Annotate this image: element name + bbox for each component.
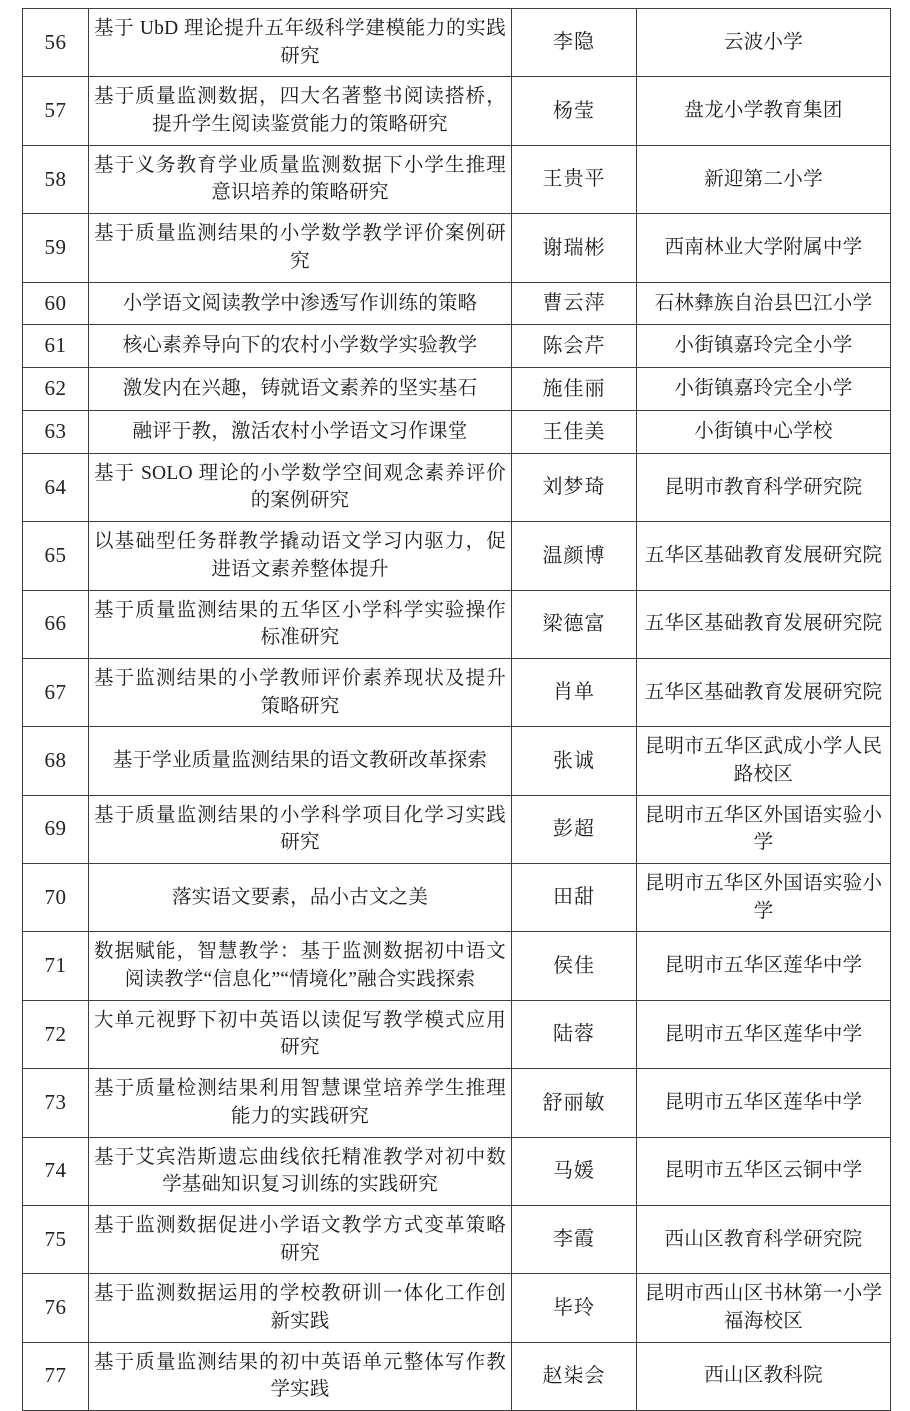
project-title-text: 以基础型任务群教学撬动语文学习内驱力，促进语文素养整体提升 (94, 531, 506, 580)
row-index-cell: 58 (23, 145, 89, 213)
organization-cell (637, 522, 891, 590)
project-title-text: 基于 SOLO 理论的小学数学空间观念素养评价的案例研究 (94, 462, 506, 512)
table-row (23, 368, 891, 411)
table-row (23, 864, 891, 932)
row-index-cell: 70 (23, 864, 89, 932)
organization-cell (637, 453, 891, 521)
table-row (23, 1000, 891, 1068)
organization-text: 西山区教育科学研究院 (664, 1228, 863, 1250)
principal-name-cell: 马媛 (512, 1137, 637, 1205)
table-row (23, 77, 891, 145)
project-title-cell (89, 864, 512, 932)
project-title-cell (89, 1342, 512, 1410)
row-index-cell: 77 (23, 1342, 89, 1410)
project-title-text: 基于质量检测结果利用智慧课堂培养学生推理能力的实践研究 (94, 1078, 506, 1127)
principal-name-cell: 彭超 (512, 795, 637, 863)
project-title-cell (89, 727, 512, 795)
organization-text: 昆明市五华区武成小学人民路校区 (644, 736, 883, 785)
organization-text: 昆明市五华区莲华中学 (664, 1091, 863, 1113)
table-row (23, 453, 891, 521)
project-title-text: 基于 UbD 理论提升五年级科学建模能力的实践研究 (94, 18, 506, 67)
principal-name-cell: 舒丽敏 (512, 1069, 637, 1137)
project-title-text: 基于质量监测结果的小学数学教学评价案例研究 (94, 223, 506, 272)
principal-name-cell: 王贵平 (512, 145, 637, 213)
row-index-cell: 56 (23, 9, 89, 77)
organization-cell (637, 1205, 891, 1273)
principal-name-cell: 杨莹 (512, 77, 637, 145)
organization-cell (637, 77, 891, 145)
organization-cell (637, 932, 891, 1000)
table-row (23, 282, 891, 325)
organization-text: 五华区基础教育发展研究院 (644, 544, 883, 566)
table-row (23, 932, 891, 1000)
project-title-text: 融评于教，激活农村小学语文习作课堂 (132, 421, 468, 442)
row-index-cell: 68 (23, 727, 89, 795)
project-title-cell (89, 1205, 512, 1273)
project-title-text: 基于义务教育学业质量监测数据下小学生推理意识培养的策略研究 (94, 154, 506, 204)
row-index-cell: 57 (23, 77, 89, 145)
table-row (23, 522, 891, 590)
principal-name-cell: 曹云萍 (512, 282, 637, 325)
principal-name-cell: 陆蓉 (512, 1000, 637, 1068)
row-index-cell: 60 (23, 282, 89, 325)
organization-cell (637, 795, 891, 863)
organization-text: 盘龙小学教育集团 (684, 100, 843, 122)
organization-cell (637, 282, 891, 325)
project-title-cell (89, 325, 512, 368)
project-title-text: 基于监测数据促进小学语文教学方式变革策略研究 (94, 1214, 506, 1264)
table-row (23, 9, 891, 77)
principal-name-cell: 张诚 (512, 727, 637, 795)
principal-name-cell: 毕玲 (512, 1274, 637, 1342)
principal-name-cell: 谢瑞彬 (512, 214, 637, 282)
organization-text: 西山区教科院 (704, 1365, 823, 1387)
organization-text: 云波小学 (723, 31, 804, 53)
table-body (23, 9, 891, 1411)
organization-cell (637, 590, 891, 658)
project-title-text: 基于监测结果的小学教师评价素养现状及提升策略研究 (94, 667, 506, 717)
project-title-text: 大单元视野下初中英语以读促写教学模式应用研究 (94, 1009, 506, 1059)
project-title-cell (89, 1137, 512, 1205)
organization-text: 昆明市五华区云铜中学 (664, 1160, 863, 1182)
row-index-cell: 74 (23, 1137, 89, 1205)
row-index-cell: 73 (23, 1069, 89, 1137)
principal-name-cell: 刘梦琦 (512, 453, 637, 521)
organization-cell (637, 368, 891, 411)
row-index-cell: 64 (23, 453, 89, 521)
organization-cell (637, 410, 891, 453)
project-title-cell (89, 932, 512, 1000)
project-title-cell (89, 453, 512, 521)
organization-cell (637, 1274, 891, 1342)
project-title-cell (89, 522, 512, 590)
principal-name-cell: 王佳美 (512, 410, 637, 453)
organization-cell (637, 1000, 891, 1068)
project-title-cell (89, 282, 512, 325)
project-title-cell (89, 795, 512, 863)
table-row (23, 214, 891, 282)
project-title-text: 数据赋能，智慧教学：基于监测数据初中语文阅读教学“信息化”“情境化”融合实践探索 (94, 941, 506, 991)
organization-cell (637, 214, 891, 282)
organization-text: 昆明市五华区莲华中学 (664, 1023, 863, 1045)
organization-cell (637, 1137, 891, 1205)
organization-text: 新迎第二小学 (704, 168, 823, 190)
principal-name-cell: 李霞 (512, 1205, 637, 1273)
row-index-cell: 75 (23, 1205, 89, 1273)
organization-text: 昆明市五华区外国语实验小学 (644, 804, 883, 854)
organization-text: 西南林业大学附属中学 (664, 236, 863, 258)
table-row (23, 410, 891, 453)
table-row (23, 325, 891, 368)
research-projects-table (22, 8, 891, 1411)
organization-cell (637, 1342, 891, 1410)
project-title-cell (89, 1274, 512, 1342)
table-row (23, 1069, 891, 1137)
project-title-cell (89, 214, 512, 282)
table-row (23, 1137, 891, 1205)
project-title-cell (89, 77, 512, 145)
principal-name-cell: 施佳丽 (512, 368, 637, 411)
principal-name-cell: 赵柒会 (512, 1342, 637, 1410)
project-title-cell (89, 658, 512, 726)
organization-text: 昆明市教育科学研究院 (664, 476, 863, 498)
row-index-cell: 76 (23, 1274, 89, 1342)
row-index-cell: 63 (23, 410, 89, 453)
organization-text: 小街镇嘉玲完全小学 (674, 378, 853, 400)
principal-name-cell: 肖单 (512, 658, 637, 726)
organization-text: 石林彝族自治县巴江小学 (654, 292, 873, 314)
table-row (23, 795, 891, 863)
principal-name-cell: 侯佳 (512, 932, 637, 1000)
project-title-text: 基于学业质量监测结果的语文教研改革探索 (112, 750, 488, 772)
project-title-text: 基于监测数据运用的学校教研训一体化工作创新实践 (94, 1283, 506, 1332)
project-title-cell (89, 368, 512, 411)
organization-cell (637, 145, 891, 213)
organization-cell (637, 864, 891, 932)
table-row (23, 727, 891, 795)
principal-name-cell: 田甜 (512, 864, 637, 932)
organization-cell (637, 325, 891, 368)
organization-text: 昆明市西山区书林第一小学福海校区 (644, 1283, 883, 1332)
organization-text: 小街镇中心学校 (694, 421, 833, 442)
row-index-cell: 61 (23, 325, 89, 368)
project-title-cell (89, 410, 512, 453)
project-title-text: 基于质量监测结果的初中英语单元整体写作教学实践 (94, 1351, 506, 1401)
table-row (23, 1342, 891, 1410)
row-index-cell: 59 (23, 214, 89, 282)
organization-text: 五华区基础教育发展研究院 (644, 681, 883, 703)
project-title-text: 基于质量监测结果的五华区小学科学实验操作标准研究 (94, 599, 506, 649)
project-title-cell (89, 9, 512, 77)
row-index-cell: 71 (23, 932, 89, 1000)
table-row (23, 658, 891, 726)
table-row (23, 1205, 891, 1273)
principal-name-cell: 陈会芹 (512, 325, 637, 368)
organization-text: 五华区基础教育发展研究院 (644, 613, 883, 635)
organization-text: 昆明市五华区莲华中学 (664, 955, 863, 977)
project-title-text: 基于艾宾浩斯遗忘曲线依托精准教学对初中数学基础知识复习训练的实践研究 (94, 1146, 506, 1196)
project-title-cell (89, 145, 512, 213)
principal-name-cell: 温颜博 (512, 522, 637, 590)
organization-text: 昆明市五华区外国语实验小学 (644, 873, 883, 922)
organization-text: 小街镇嘉玲完全小学 (674, 335, 853, 357)
row-index-cell: 72 (23, 1000, 89, 1068)
project-title-text: 小学语文阅读教学中渗透写作训练的策略 (122, 292, 478, 314)
project-title-text: 基于质量监测数据，四大名著整书阅读搭桥，提升学生阅读鉴赏能力的策略研究 (94, 86, 506, 136)
organization-cell (637, 9, 891, 77)
organization-cell (637, 727, 891, 795)
project-title-text: 激发内在兴趣，铸就语文素养的坚实基石 (122, 378, 478, 400)
organization-cell (637, 1069, 891, 1137)
project-title-cell (89, 1069, 512, 1137)
principal-name-cell: 梁德富 (512, 590, 637, 658)
table-row (23, 590, 891, 658)
row-index-cell: 69 (23, 795, 89, 863)
row-index-cell: 66 (23, 590, 89, 658)
row-index-cell: 62 (23, 368, 89, 411)
table-row (23, 145, 891, 213)
row-index-cell: 67 (23, 658, 89, 726)
project-title-cell (89, 1000, 512, 1068)
project-title-text: 基于质量监测结果的小学科学项目化学习实践研究 (94, 804, 506, 854)
project-title-cell (89, 590, 512, 658)
organization-cell (637, 658, 891, 726)
project-title-text: 核心素养导向下的农村小学数学实验教学 (122, 335, 478, 357)
principal-name-cell: 李隐 (512, 9, 637, 77)
project-title-text: 落实语文要素，品小古文之美 (171, 886, 429, 908)
table-row (23, 1274, 891, 1342)
row-index-cell: 65 (23, 522, 89, 590)
